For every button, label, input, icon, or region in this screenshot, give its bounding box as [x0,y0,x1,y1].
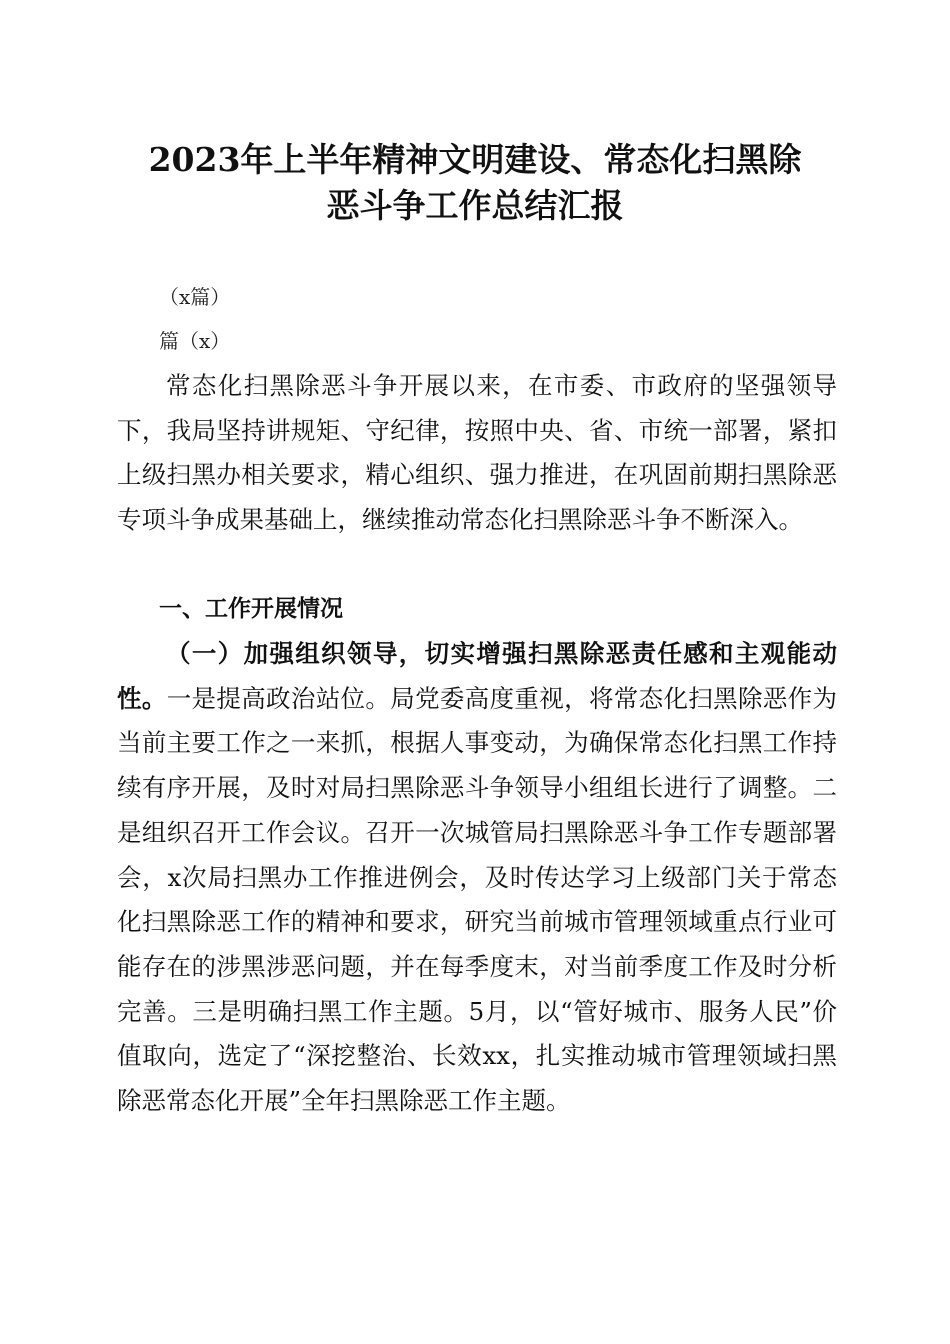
paragraph-body: 一是提高政治站位。局党委高度重视，将常态化扫黑除恶作为当前主要工作之一来抓，根据人事变动，为确保常态化扫黑工作持续有序开展，及时对局扫黑除恶斗争领导小组组长进行了调整。二是组织召开工作会议。召开一次城管局扫黑除恶斗争工作专题部署会，x次局扫黑办工作推进例会，及时传达学习上级部门关于常态化扫黑除恶工作的精神和要求，研究当前城市管理领域重点行业可能存在的涉黑涉恶问题，并在每季度末，对当前季度工作及时分析完善。三是明确扫黑工作主题。5月，以“管好城市、服务人民”价值取向，选定了“深挖整治、长效xx，扎实推动城市管理领域扫黑除恶常态化开展”全年扫黑除恶工作主题。 [117,683,838,1116]
paragraph-lead: （一）加强组织领导，切实增强扫黑除恶责任感和主观能动性。 [117,639,837,713]
title-line-2: 恶斗争工作总结汇报 [326,186,624,225]
intro-paragraph: 常态化扫黑除恶斗争开展以来，在市委、市政府的坚强领导下，我局坚持讲规矩、守纪律，按照中央、省、市统一部署，紧扣上级扫黑办相关要求，精心组织、强力推进，在巩固前期扫黑除恶专项斗争成果基础上，继续推动常态化扫黑除恶斗争不断深入。 [117,371,837,535]
article-label: 篇（x） [159,329,231,353]
section-paragraph [117,632,837,1124]
count-note: （x篇） [159,285,231,309]
section-heading: 一、工作开展情况 [159,596,343,622]
title-line-1: 2023年上半年精神文明建设、常态化扫黑除 [148,140,802,179]
